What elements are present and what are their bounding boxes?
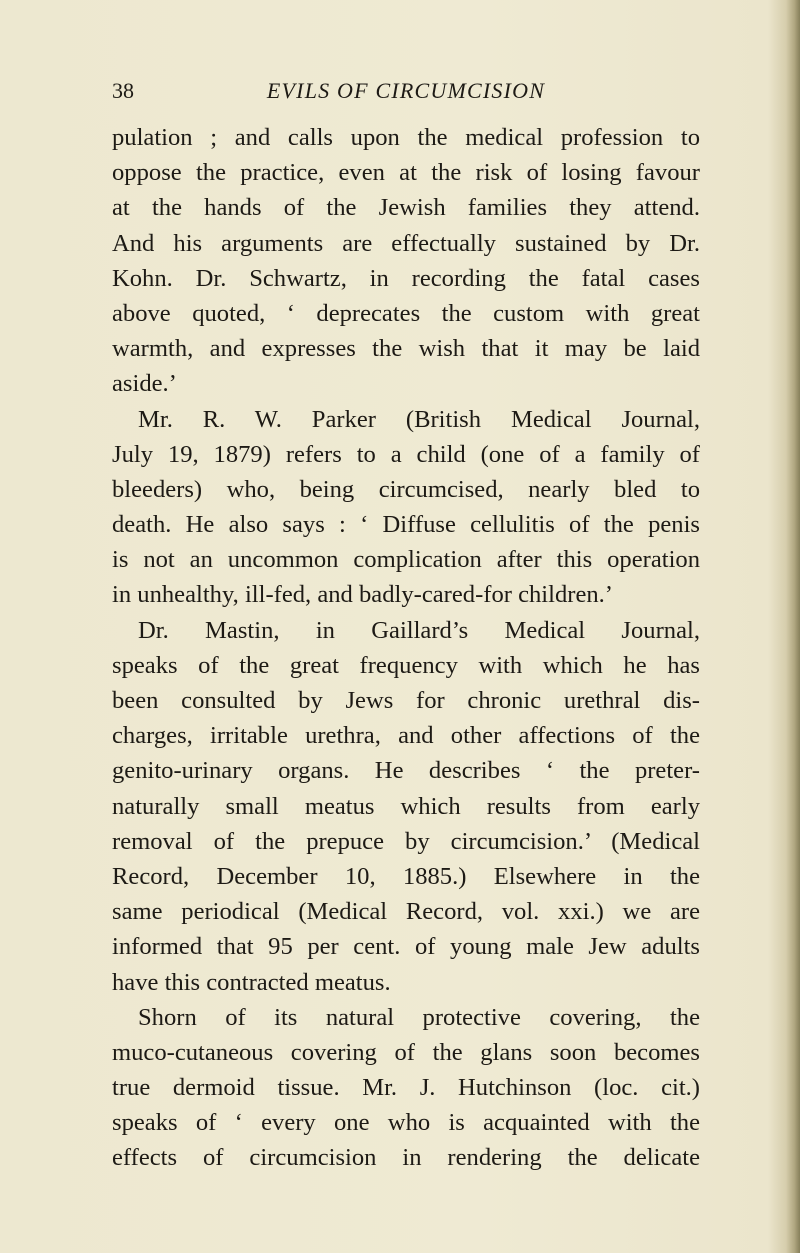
text-line: speaks of the great frequency with which he has bbox=[112, 651, 700, 679]
text-line: is not an uncommon complication after this operation bbox=[112, 546, 700, 574]
text-line: genito-urinary organs. He describes ‘ the preter- bbox=[112, 757, 700, 785]
text-line: Dr. Mastin, in Gaillard’s Medical Journal, bbox=[138, 616, 700, 644]
text-line: death. He also says : ‘ Diffuse cellulitis of the penis bbox=[112, 511, 700, 539]
text-line: charges, irritable urethra, and other affections of the bbox=[112, 722, 700, 750]
text-line: bleeders) who, being circumcised, nearly bled to bbox=[112, 475, 700, 503]
text-line: Record, December 10, 1885.) Elsewhere in the bbox=[112, 862, 700, 890]
text-line: muco-cutaneous covering of the glans soon becomes bbox=[112, 1038, 700, 1066]
text-line: above quoted, ‘ deprecates the custom with great bbox=[112, 299, 700, 327]
text-line: in unhealthy, ill-fed, and badly-cared-for children.’ bbox=[112, 581, 614, 609]
text-line: at the hands of the Jewish families they attend. bbox=[112, 194, 700, 222]
text-line: speaks of ‘ every one who is acquainted with the bbox=[112, 1109, 700, 1137]
page-header bbox=[112, 76, 700, 116]
page-edge-shadow bbox=[786, 0, 800, 1253]
text-line: Mr. R. W. Parker (British Medical Journal, bbox=[138, 405, 700, 433]
text-line: removal of the prepuce by circumcision.’ (Medical bbox=[112, 827, 700, 855]
text-line: pulation ; and calls upon the medical profession to bbox=[112, 124, 700, 151]
text-line: informed that 95 per cent. of young male Jew adults bbox=[112, 933, 700, 961]
body-text bbox=[112, 120, 700, 1176]
text-line: true dermoid tissue. Mr. J. Hutchinson (loc. cit.) bbox=[112, 1074, 700, 1102]
text-line: And his arguments are effectually sustained by Dr. bbox=[112, 229, 700, 257]
text-line: aside.’ bbox=[112, 370, 177, 398]
text-line: July 19, 1879) refers to a child (one of a family of bbox=[112, 440, 700, 468]
text-line: effects of circumcision in rendering the delicate bbox=[112, 1144, 700, 1172]
text-line: have this contracted meatus. bbox=[112, 968, 391, 996]
text-line: same periodical (Medical Record, vol. xxi.) we are bbox=[112, 898, 700, 926]
text-line: Kohn. Dr. Schwartz, in recording the fatal cases bbox=[112, 264, 700, 292]
text-line: been consulted by Jews for chronic urethral dis- bbox=[112, 687, 700, 714]
text-line: Shorn of its natural protective covering, the bbox=[138, 1003, 700, 1031]
text-line: oppose the practice, even at the risk of losing favour bbox=[112, 159, 700, 187]
text-line: naturally small meatus which results from early bbox=[112, 792, 700, 820]
text-line: warmth, and expresses the wish that it may be laid bbox=[112, 335, 700, 363]
page-number: 38 bbox=[112, 78, 134, 103]
running-title: EVILS OF CIRCUMCISION bbox=[266, 78, 546, 103]
